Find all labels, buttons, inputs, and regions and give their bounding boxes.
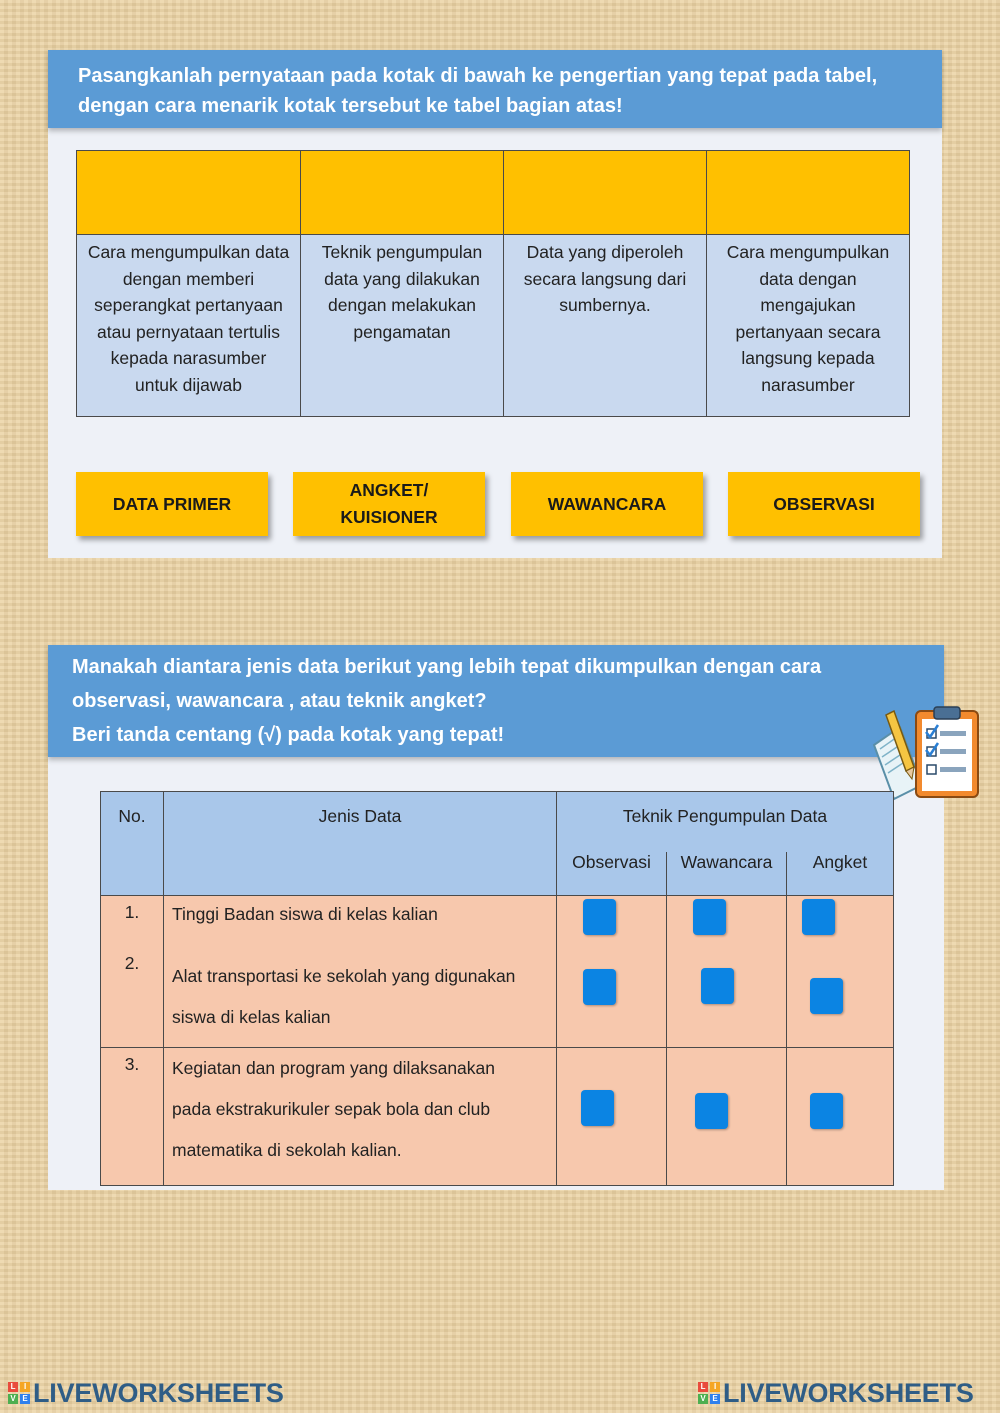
answer-label: WAWANCARA	[547, 493, 667, 514]
jenis-data-text: pada ekstrakurikuler sepak bola dan club	[172, 1099, 491, 1119]
table-row	[101, 1048, 894, 1186]
drop-zone-row	[77, 151, 910, 235]
answer-label: KUISIONER	[340, 507, 438, 527]
definition-4-line: Cara mengumpulkan	[726, 242, 890, 262]
drop-zone-3[interactable]	[504, 151, 707, 235]
checkbox-wawancara-1[interactable]	[693, 899, 726, 935]
row-number: 3.	[124, 1054, 140, 1074]
answer-label: ANGKET/	[349, 480, 429, 500]
instruction-line-2: observasi, wawancara , atau teknik angket?	[72, 690, 487, 712]
checkbox-instruction-banner	[48, 645, 944, 757]
definition-4-line: langsung kepada	[741, 348, 875, 368]
wawancara-cell	[667, 1048, 787, 1186]
definition-4-line: mengajukan	[760, 295, 856, 315]
checkbox-wawancara-2[interactable]	[701, 968, 734, 1004]
answer-observasi-button[interactable]	[728, 472, 920, 536]
logo-text: LIVEWORKSHEETS	[33, 1377, 284, 1408]
header-teknik-pengumpulan: Teknik Pengumpulan Data	[557, 792, 894, 852]
instruction-line-1: Manakah diantara jenis data berikut yang lebih tepat dikumpulkan dengan cara	[72, 656, 822, 678]
matching-instruction-banner	[48, 50, 942, 128]
definition-1-line: seperangkat pertanyaan	[94, 295, 283, 315]
checkbox-observasi-3[interactable]	[581, 1090, 614, 1126]
definition-1	[77, 235, 301, 417]
row-number: 2.	[124, 953, 140, 973]
instruction-line-3: Beri tanda centang (√) pada kotak yang tepat!	[72, 724, 505, 746]
liveworksheets-logo-left	[8, 1378, 284, 1408]
definition-2-line: data yang dilakukan	[324, 268, 480, 289]
definition-4	[707, 235, 910, 417]
row-number-cell	[101, 1048, 164, 1186]
angket-cell	[787, 1048, 894, 1186]
definition-3-line: sumbernya.	[559, 295, 651, 315]
checkbox-observasi-2[interactable]	[583, 969, 616, 1005]
header-wawancara: Wawancara	[667, 852, 787, 896]
definition-3-line: Data yang diperoleh	[526, 242, 684, 262]
instruction-line-2: dengan cara menarik kotak tersebut ke tabel bagian atas!	[78, 95, 623, 117]
definition-3	[504, 235, 707, 417]
checkbox-observasi-1[interactable]	[583, 899, 616, 935]
checkbox-wawancara-3[interactable]	[695, 1093, 728, 1129]
header-jenis-data: Jenis Data	[164, 792, 557, 896]
row-number-cell	[101, 896, 164, 1048]
row-number: 1.	[124, 902, 140, 922]
answer-angket-button[interactable]	[293, 472, 485, 536]
clipboard-checklist-icon	[870, 705, 986, 801]
definition-3-line: secara langsung dari	[523, 268, 687, 289]
checkbox-angket-3[interactable]	[810, 1093, 843, 1129]
angket-cell	[787, 896, 894, 1048]
definition-2-line: dengan melakukan	[328, 295, 476, 315]
definition-2-line: pengamatan	[353, 321, 451, 342]
drop-zone-1[interactable]	[77, 151, 301, 235]
wawancara-cell	[667, 896, 787, 1048]
header-observasi: Observasi	[557, 852, 667, 896]
jenis-data-cell	[164, 1048, 557, 1186]
jenis-data-text: Alat transportasi ke sekolah yang digunakan	[172, 966, 516, 986]
definition-1-line: atau pernyataan tertulis	[97, 321, 280, 342]
definition-2-line: Teknik pengumpulan	[321, 242, 483, 262]
checkbox-angket-2[interactable]	[810, 978, 843, 1014]
definition-2	[301, 235, 504, 417]
jenis-data-text: matematika di sekolah kalian.	[172, 1140, 402, 1160]
definition-row	[77, 235, 910, 417]
jenis-data-text: Kegiatan dan program yang dilaksanakan	[172, 1058, 495, 1078]
answer-wawancara-button[interactable]	[511, 472, 703, 536]
matching-table	[76, 150, 910, 417]
header-angket: Angket	[787, 852, 894, 896]
answer-label: DATA PRIMER	[112, 493, 232, 514]
definition-4-line: pertanyaan secara	[735, 321, 881, 342]
observasi-cell	[557, 896, 667, 1048]
checkbox-angket-1[interactable]	[802, 899, 835, 935]
liveworksheets-logo-right	[698, 1378, 974, 1408]
definition-4-line: narasumber	[761, 374, 855, 395]
definition-1-line: dengan memberi	[122, 268, 255, 289]
data-collection-table	[100, 791, 894, 1186]
answer-label: OBSERVASI	[773, 493, 875, 514]
definition-1-line: Cara mengumpulkan data	[87, 242, 290, 262]
drop-zone-4[interactable]	[707, 151, 910, 235]
definition-1-line: kepada narasumber	[110, 348, 267, 368]
liveworksheets-mark-icon: L I V E	[8, 1382, 30, 1404]
definition-1-line: untuk dijawab	[134, 374, 243, 395]
jenis-data-text: Tinggi Badan siswa di kelas kalian	[172, 904, 438, 924]
header-no: No.	[101, 792, 164, 896]
observasi-cell	[557, 1048, 667, 1186]
table-row	[101, 896, 894, 1048]
checkbox-exercise-panel	[48, 645, 944, 1190]
jenis-data-cell	[164, 896, 557, 1048]
jenis-data-text: siswa di kelas kalian	[172, 1007, 331, 1027]
definition-4-line: data dengan	[759, 268, 857, 289]
drop-zone-2[interactable]	[301, 151, 504, 235]
logo-text: LIVEWORKSHEETS	[723, 1377, 974, 1408]
matching-exercise-panel	[48, 50, 942, 558]
liveworksheets-mark-icon: L I V E	[698, 1382, 720, 1404]
answer-data-primer-button[interactable]	[76, 472, 268, 536]
instruction-line-1: Pasangkanlah pernyataan pada kotak di bawah ke pengertian yang tepat pada tabel,	[78, 65, 878, 87]
